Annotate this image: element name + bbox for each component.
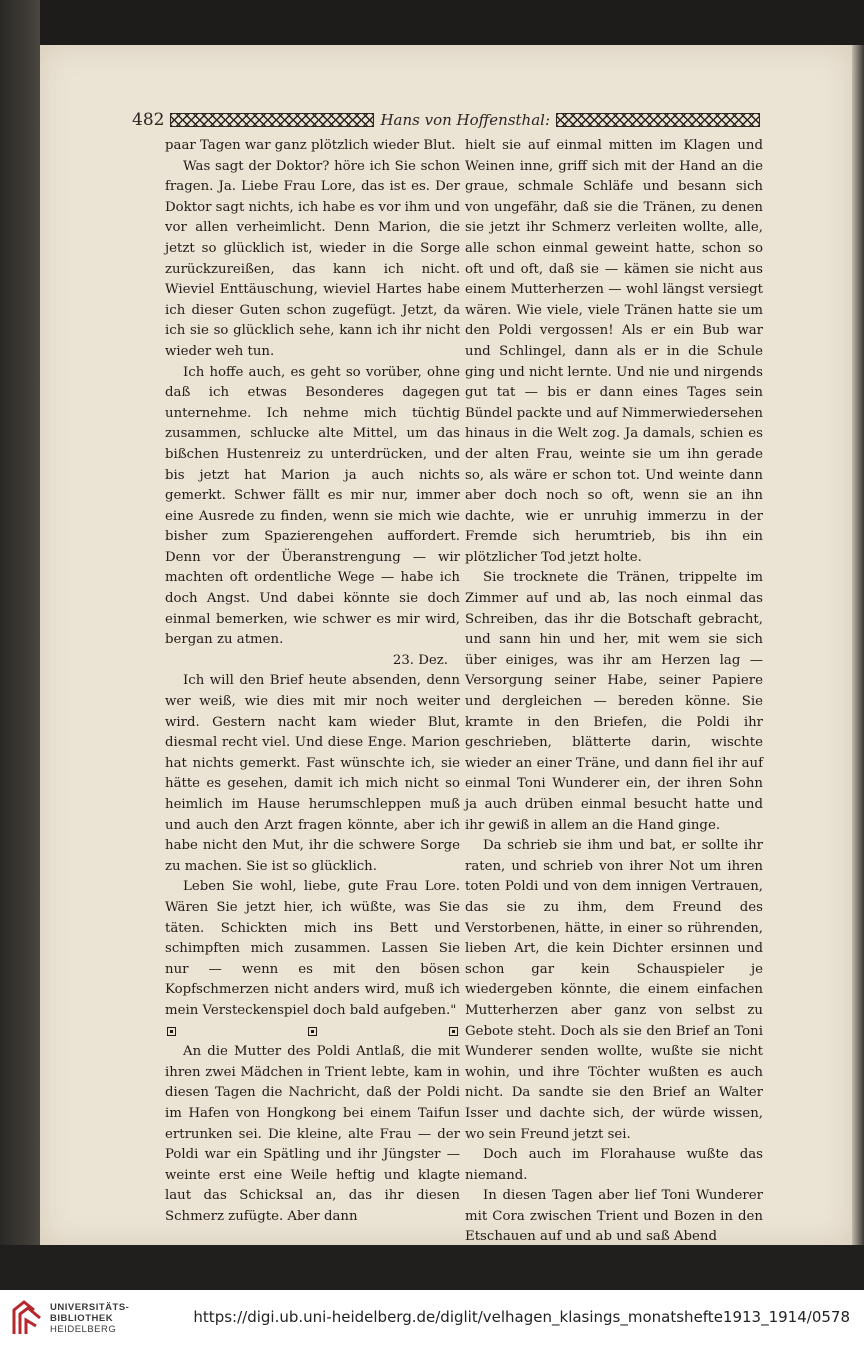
scan-background-bottom	[0, 1245, 864, 1290]
university-logo-icon	[10, 1298, 44, 1338]
paragraph: Doch auch im Florahause wußte das niemand.	[465, 1147, 763, 1183]
paragraph: Da schrieb sie ihm und bat, er sollte ihr raten, und schrieb von ihrer Not um ihren toten Poldi und von dem innigen Vertrauen, das sie zu ihm, dem Freund des Verstorbenen, hätte, in einer so rührenden, lieben Art, die kein Dichter ersinnen und schon gar kein Schauspieler je wiedergeben könnte, die einem einfachen Mutterherzen aber ganz von selbst zu Gebote steht. Doch als sie den Brief an Toni Wunderer senden wollte, wußte sie nicht wohin, und ihre Töchter wußten es auch nicht. Da sandte sie den Brief an Walter Isser und dachte sich, der würde wissen, wo sein Freund jetzt sei.	[465, 838, 763, 1142]
paragraph: In diesen Tagen aber lief Toni Wunderer mit Cora zwischen Trient und Bozen in den Etschauen auf und ab und saß Abend	[465, 1188, 763, 1245]
running-title: Hans von Hoffensthal:	[380, 111, 550, 129]
document-url[interactable]: https://digi.ub.uni-heidelberg.de/diglit/velhagen_klasings_monatshefte1913_1914/0578	[193, 1308, 850, 1326]
university-name-line: HEIDELBERG	[50, 1324, 117, 1335]
header-ornament-right	[556, 113, 760, 127]
text-column-left	[165, 136, 460, 1227]
paragraph: Ich hoffe auch, es geht so vorüber, ohne daß ich etwas Besonderes dagegen unternehme. Ich nehme mich tüchtig zusammen, schlucke alte Mittel, um das bißchen Hustenreiz zu unterdrücken, und bis jetzt hat Marion ja auch nichts gemerkt. Schwer fällt es mir nur, immer eine Ausrede zu finden, wenn sie mich wie bisher zum Spazierengehen auffordert. Denn vor der Überanstrengung — wir machten oft ordentliche Wege — habe ich doch Angst. Und dabei könnte sie doch einmal bemerken, wie schwer es mir wird, bergan zu atmen.	[165, 364, 460, 648]
page-number: 482	[132, 110, 165, 130]
university-name	[50, 1302, 129, 1335]
section-separator	[165, 1022, 460, 1043]
paragraph: paar Tagen war ganz plötzlich wieder Blut.	[165, 138, 456, 153]
paragraph: Ich will den Brief heute absenden, denn wer weiß, wie dies mit mir noch weiter wird. Gestern nacht kam wieder Blut, diesmal recht viel. Und diese Enge. Marion hat nichts gemerkt. Fast wünschte ich, sie hätte es gesehen, damit ich mich nicht so heimlich im Hause herumschleppen muß und auch den Arzt fragen könnte, aber ich habe nicht den Mut, ihr die schwere Sorge zu machen. Sie ist so glücklich.	[165, 673, 460, 874]
paragraph: Sie trocknete die Tränen, trippelte im Zimmer auf und ab, las noch einmal das Schreiben, das ihr die Botschaft gebracht, und sann hin und her, mit wem sie sich über einiges, was ihr am Herzen lag — Versorgung seiner Habe, seiner Papiere und dergleichen — bereden könne. Sie kramte in den Briefen, die Poldi ihr geschrieben, blätterte darin, wischte wieder an einer Träne, und dann fiel ihr auf einmal Toni Wunderer ein, der ihren Sohn ja auch drüben einmal besucht hatte und ihr gewiß in allem an die Hand ginge.	[465, 570, 763, 833]
paragraph: hielt sie auf einmal mitten im Klagen und Weinen inne, griff sich mit der Hand an die graue, schmale Schläfe und besann sich von ungefähr, daß sie die Tränen, zu denen sie jetzt ihr Schmerz verleiten wollte, alle, alle schon einmal geweint hatte, schon so oft und oft, daß sie — kämen sie nicht aus einem Mutterherzen — wohl längst versiegt wären. Wie viele, viele Tränen hatte sie um den Poldi vergossen! Als er ein Bub war und Schlingel, dann als er in die Schule ging und nicht lernte. Und nie und nirgends gut tat — bis er dann eines Tages sein Bündel packte und auf Nimmerwiedersehen hinaus in die Welt zog. Ja damals, schien es der alten Frau, weinte sie um ihn gerade so, als wäre er schon tot. Und weinte dann aber doch noch so oft, wenn sie an ihn dachte, wie er unruhig immerzu in der Fremde sich herumtrieb, bis ihn ein plötzlicher Tod jetzt holte.	[465, 138, 763, 565]
separator-ornament-icon	[449, 1027, 458, 1036]
paragraph: An die Mutter des Poldi Antlaß, die mit ihren zwei Mädchen in Trient lebte, kam in diesen Tagen die Nachricht, daß der Poldi im Hafen von Hongkong bei einem Taifun ertrunken sei. Die kleine, alte Frau — der Poldi war ein Spätling und ihr Jüngster — weinte erst eine Weile heftig und klagte laut das Schicksal an, das ihr diesen Schmerz zufügte. Aber dann	[165, 1044, 460, 1224]
university-name-line: BIBLIOTHEK	[50, 1313, 114, 1324]
letter-date: 23. Dez.	[392, 652, 448, 668]
page-edge	[850, 45, 864, 1245]
header-ornament-left	[170, 113, 374, 127]
university-name-line: UNIVERSITÄTS-	[50, 1302, 130, 1313]
paragraph: Was sagt der Doktor? höre ich Sie schon fragen. Ja. Liebe Frau Lore, das ist es. Der Doktor sagt nichts, ich habe es vor ihm und vor allen verheimlicht. Denn Marion, die jetzt so glücklich ist, wieder in die Sorge zurückzureißen, das kann ich nicht. Wieviel Enttäuschung, wieviel Hartes habe ich dieser Guten schon zugefügt. Jetzt, da ich sie so glücklich sehe, kann ich ihr nicht wieder weh tun.	[165, 158, 460, 359]
separator-ornament-icon	[308, 1027, 317, 1036]
viewer-footer	[0, 1290, 864, 1349]
paragraph: Leben Sie wohl, liebe, gute Frau Lore. Wären Sie jetzt hier, ich wüßte, was Sie täten. Schickten mich ins Bett und schimpften mich zusammen. Lassen Sie nur — wenn es mit den bösen Kopfschmerzen nicht anders wird, muß ich mein Versteckenspiel doch bald aufgeben."	[165, 879, 460, 1018]
page-header	[132, 108, 760, 132]
separator-ornament-icon	[167, 1027, 176, 1036]
scan-background-left	[0, 0, 40, 1290]
text-column-right	[465, 136, 763, 1248]
